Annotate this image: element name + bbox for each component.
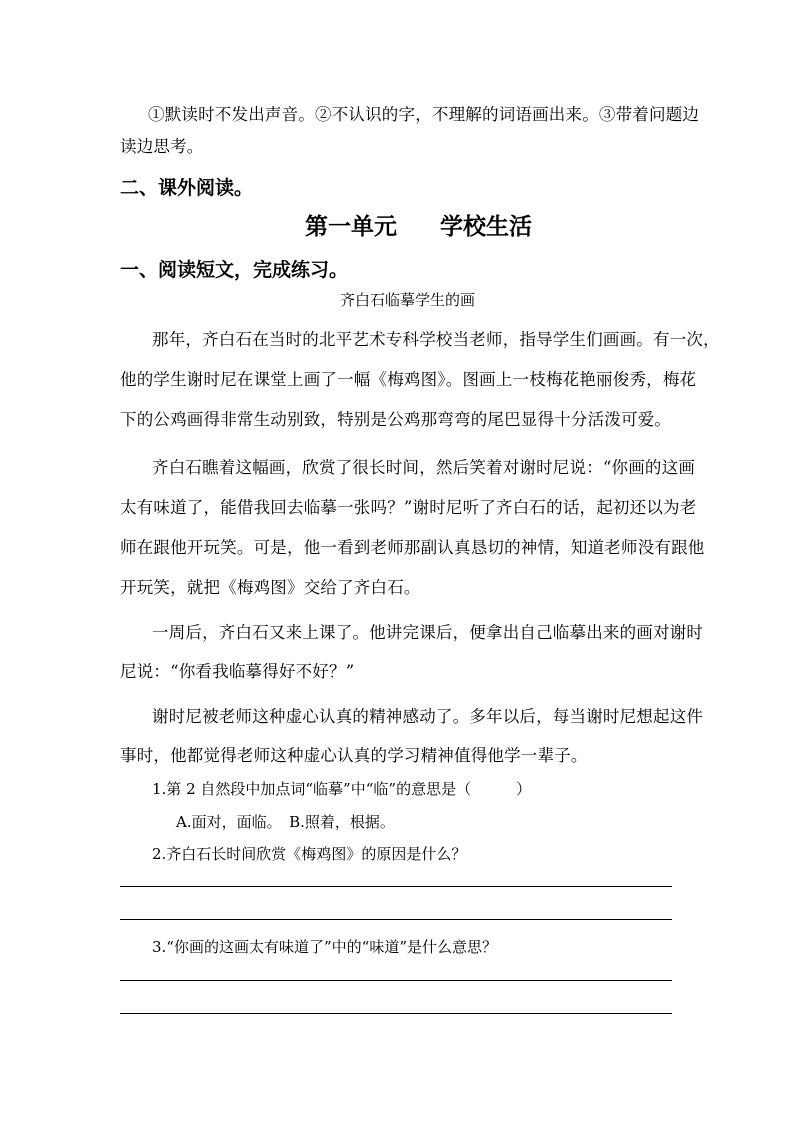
passage-line: 他的学生谢时尼在课堂上画了一幅《梅鸡图》。图画上一枝梅花艳丽俊秀，梅花 xyxy=(120,370,697,389)
unit-title-part-1: 第一单元 xyxy=(305,214,397,240)
passage-line: 齐白石瞧着这幅画，欣赏了很长时间，然后笑着对谢时尼说：“你画的这画 xyxy=(152,458,696,477)
answer-line[interactable] xyxy=(120,886,672,887)
answer-line[interactable] xyxy=(120,980,672,981)
section-heading-extracurricular-reading: 二、课外阅读。 xyxy=(120,177,254,199)
passage-line: 下的公鸡画得非常生动别致，特别是公鸡那弯弯的尾巴显得十分活泼可爱。 xyxy=(120,410,672,429)
passage-title: 齐白石临摹学生的画 xyxy=(340,291,476,309)
answer-line[interactable] xyxy=(120,1013,672,1014)
question-2: 2.齐白石长时间欣赏《梅鸡图》的原因是什么？ xyxy=(152,845,467,863)
passage-line: 一周后，齐白石又来上课了。他讲完课后，便拿出自己临摹出来的画对谢时 xyxy=(152,623,704,642)
intro-line-1: ①默读时不发出声音。②不认识的字，不理解的词语画出来。③带着问题边 xyxy=(148,105,700,124)
passage-line: 那年，齐白石在当时的北平艺术专科学校当老师，指导学生们画画。有一次， xyxy=(152,330,720,349)
section-heading-reading-exercise: 一、阅读短文，完成练习。 xyxy=(120,259,349,281)
passage-line: 尼说：“你看我临摹得好不好？” xyxy=(120,662,355,681)
unit-title-part-2: 学校生活 xyxy=(440,214,532,240)
question-3: 3.“你画的这画太有味道了”中的“味道”是什么意思？ xyxy=(152,938,497,956)
question-1: 1.第 2 自然段中加点词“临摹”中“临”的意思是（ ） xyxy=(152,780,532,798)
answer-line[interactable] xyxy=(120,919,672,920)
passage-line: 开玩笑，就把《梅鸡图》交给了齐白石。 xyxy=(120,578,421,597)
question-1-options: A.面对，面临。 B.照着，根据。 xyxy=(176,813,395,831)
intro-line-2: 读边思考。 xyxy=(120,137,204,156)
passage-line: 太有味道了，能借我回去临摹一张吗？”谢时尼听了齐白石的话，起初还以为老 xyxy=(120,498,697,517)
passage-line: 事时，他都觉得老师这种虚心认真的学习精神值得他学一辈子。 xyxy=(120,746,588,765)
passage-line: 谢时尼被老师这种虚心认真的精神感动了。多年以后，每当谢时尼想起这件 xyxy=(152,707,704,726)
passage-line: 师在跟他开玩笑。可是，他一看到老师那副认真恳切的神情，知道老师没有跟他 xyxy=(120,538,705,557)
